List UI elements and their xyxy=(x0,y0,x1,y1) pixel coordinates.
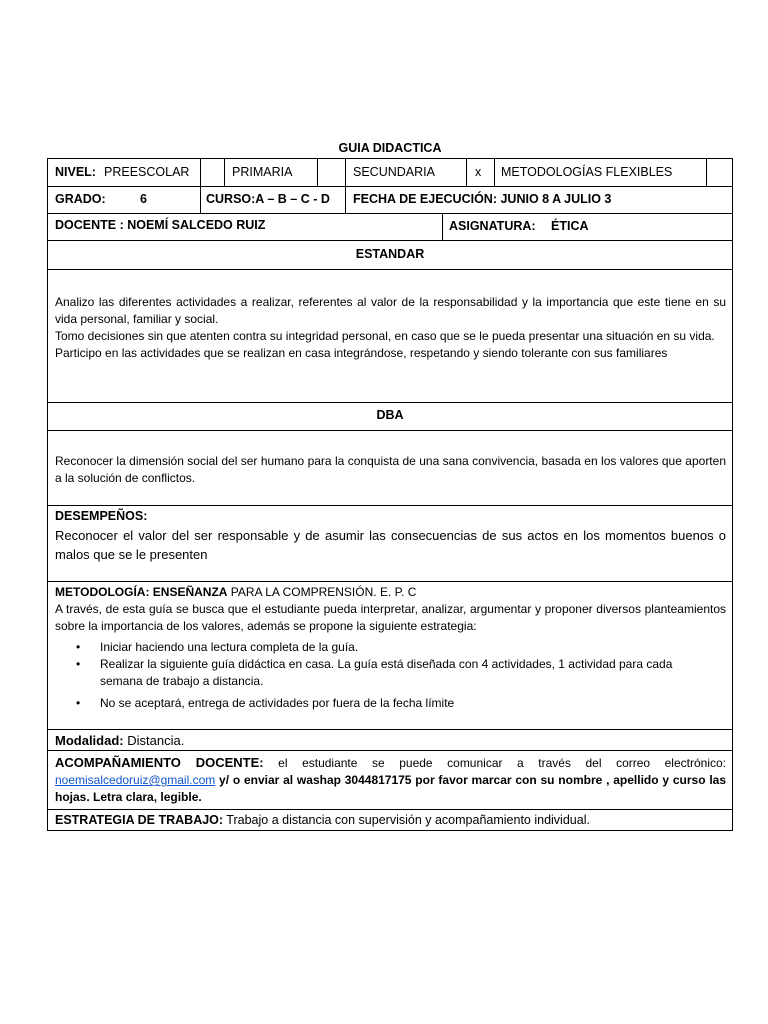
metodologia-heading xyxy=(55,585,416,600)
primaria-label: PRIMARIA xyxy=(232,165,293,179)
grado-label: GRADO: xyxy=(55,192,106,206)
metodologia-bullet-3: • No se aceptará, entrega de actividades por fuera de la fecha límite xyxy=(76,696,455,710)
bullet-dot: • xyxy=(76,657,81,671)
flexibles-label: METODOLOGÍAS FLEXIBLES xyxy=(501,165,673,179)
acompanamiento-section xyxy=(47,751,733,810)
page-title: GUIA DIDACTICA xyxy=(338,141,442,155)
grado-row xyxy=(47,187,733,214)
estrategia xyxy=(55,813,590,828)
metodologia-heading-bold: METODOLOGÍA: ENSEÑANZA xyxy=(55,585,228,599)
bullet-dot: • xyxy=(76,696,81,710)
metodologia-section xyxy=(47,582,733,730)
metodologia-intro: A través, de esta guía se busca que el estudiante pueda interpretar, analizar, argumentar y proponer diversos planteamientos sobre la importancia de los valores, además se propone la siguiente estrategia: xyxy=(55,602,726,633)
dba-text: Reconocer la dimensión social del ser humano para la conquista de una sana convivencia, basada en los valores que aporten a la solución de conflictos. xyxy=(55,454,726,485)
acompanamiento-text: ACOMPAÑAMIENTO DOCENTE: el estudiante se puede comunicar a través del correo electrónico: noemisalcedoruiz@gmail.com y/ o enviar al washap 3044817175 por favor marcar con su nombre , apellido y curso las hojas. Letra clara, legible. xyxy=(55,755,726,804)
dba-content xyxy=(47,431,733,506)
bullet-dot: • xyxy=(76,640,81,654)
secundaria-label: SECUNDARIA xyxy=(353,165,435,179)
estandar-p1: Analizo las diferentes actividades a realizar, referentes al valor de la responsabilidad y la importancia que este tiene en su vida personal, familiar y social. xyxy=(55,295,726,326)
desempenos-heading: DESEMPEÑOS: xyxy=(55,509,148,523)
metodologia-bullet-2: • Realizar la siguiente guía didáctica en casa. La guía está diseñada con 4 actividades, 1 actividad para cada semana de trabajo a distancia. xyxy=(76,657,673,688)
metodologia-bullet-1: • Iniciar haciendo una lectura completa de la guía. xyxy=(76,640,359,654)
curso-label: CURSO:A – B – C - D xyxy=(206,192,330,206)
fecha-ejecucion: FECHA DE EJECUCIÓN: JUNIO 8 A JULIO 3 xyxy=(353,192,612,206)
estandar-heading: ESTANDAR xyxy=(355,247,425,261)
desempenos-text: Reconocer el valor del ser responsable y de asumir las consecuencias de sus actos en los momentos buenos o malos que se le presenten xyxy=(55,528,726,562)
nivel-row xyxy=(47,158,733,187)
estrategia-value: Trabajo a distancia con supervisión y acompañamiento individual. xyxy=(223,813,590,827)
estrategia-row xyxy=(47,810,733,831)
modalidad-row xyxy=(47,730,733,751)
modalidad-label: Modalidad: xyxy=(55,733,124,748)
docente-label: DOCENTE : NOEMÍ SALCEDO RUIZ xyxy=(55,218,266,232)
dba-heading-row xyxy=(47,403,733,431)
dba-heading: DBA xyxy=(376,408,404,422)
estandar-content xyxy=(47,270,733,403)
acompanamiento-label: ACOMPAÑAMIENTO DOCENTE: xyxy=(55,755,264,770)
email-link[interactable]: noemisalcedoruiz@gmail.com xyxy=(55,773,216,787)
modalidad-value: Distancia. xyxy=(123,733,185,748)
secundaria-mark: x xyxy=(475,165,482,179)
estandar-text xyxy=(55,294,726,362)
modalidad xyxy=(55,733,184,748)
estandar-heading-row xyxy=(47,241,733,270)
desempenos-section xyxy=(47,506,733,582)
estrategia-label: ESTRATEGIA DE TRABAJO: xyxy=(55,813,224,827)
estandar-p2: Tomo decisiones sin que atenten contra su integridad personal, en caso que se le pueda presentar una situación en su vida. xyxy=(55,329,715,343)
docente-row xyxy=(47,214,733,241)
nivel-label: NIVEL: xyxy=(55,165,96,179)
asignatura-value: ÉTICA xyxy=(551,219,589,233)
nivel-value: PREESCOLAR xyxy=(104,165,190,179)
estandar-p3: Participo en las actividades que se realizan en casa integrándose, respetando y siendo tolerante con sus familiares xyxy=(55,346,668,360)
metodologia-heading-rest: PARA LA COMPRENSIÓN. E. P. C xyxy=(227,585,417,599)
asignatura-label: ASIGNATURA: xyxy=(449,219,536,233)
grado-value: 6 xyxy=(140,192,147,206)
